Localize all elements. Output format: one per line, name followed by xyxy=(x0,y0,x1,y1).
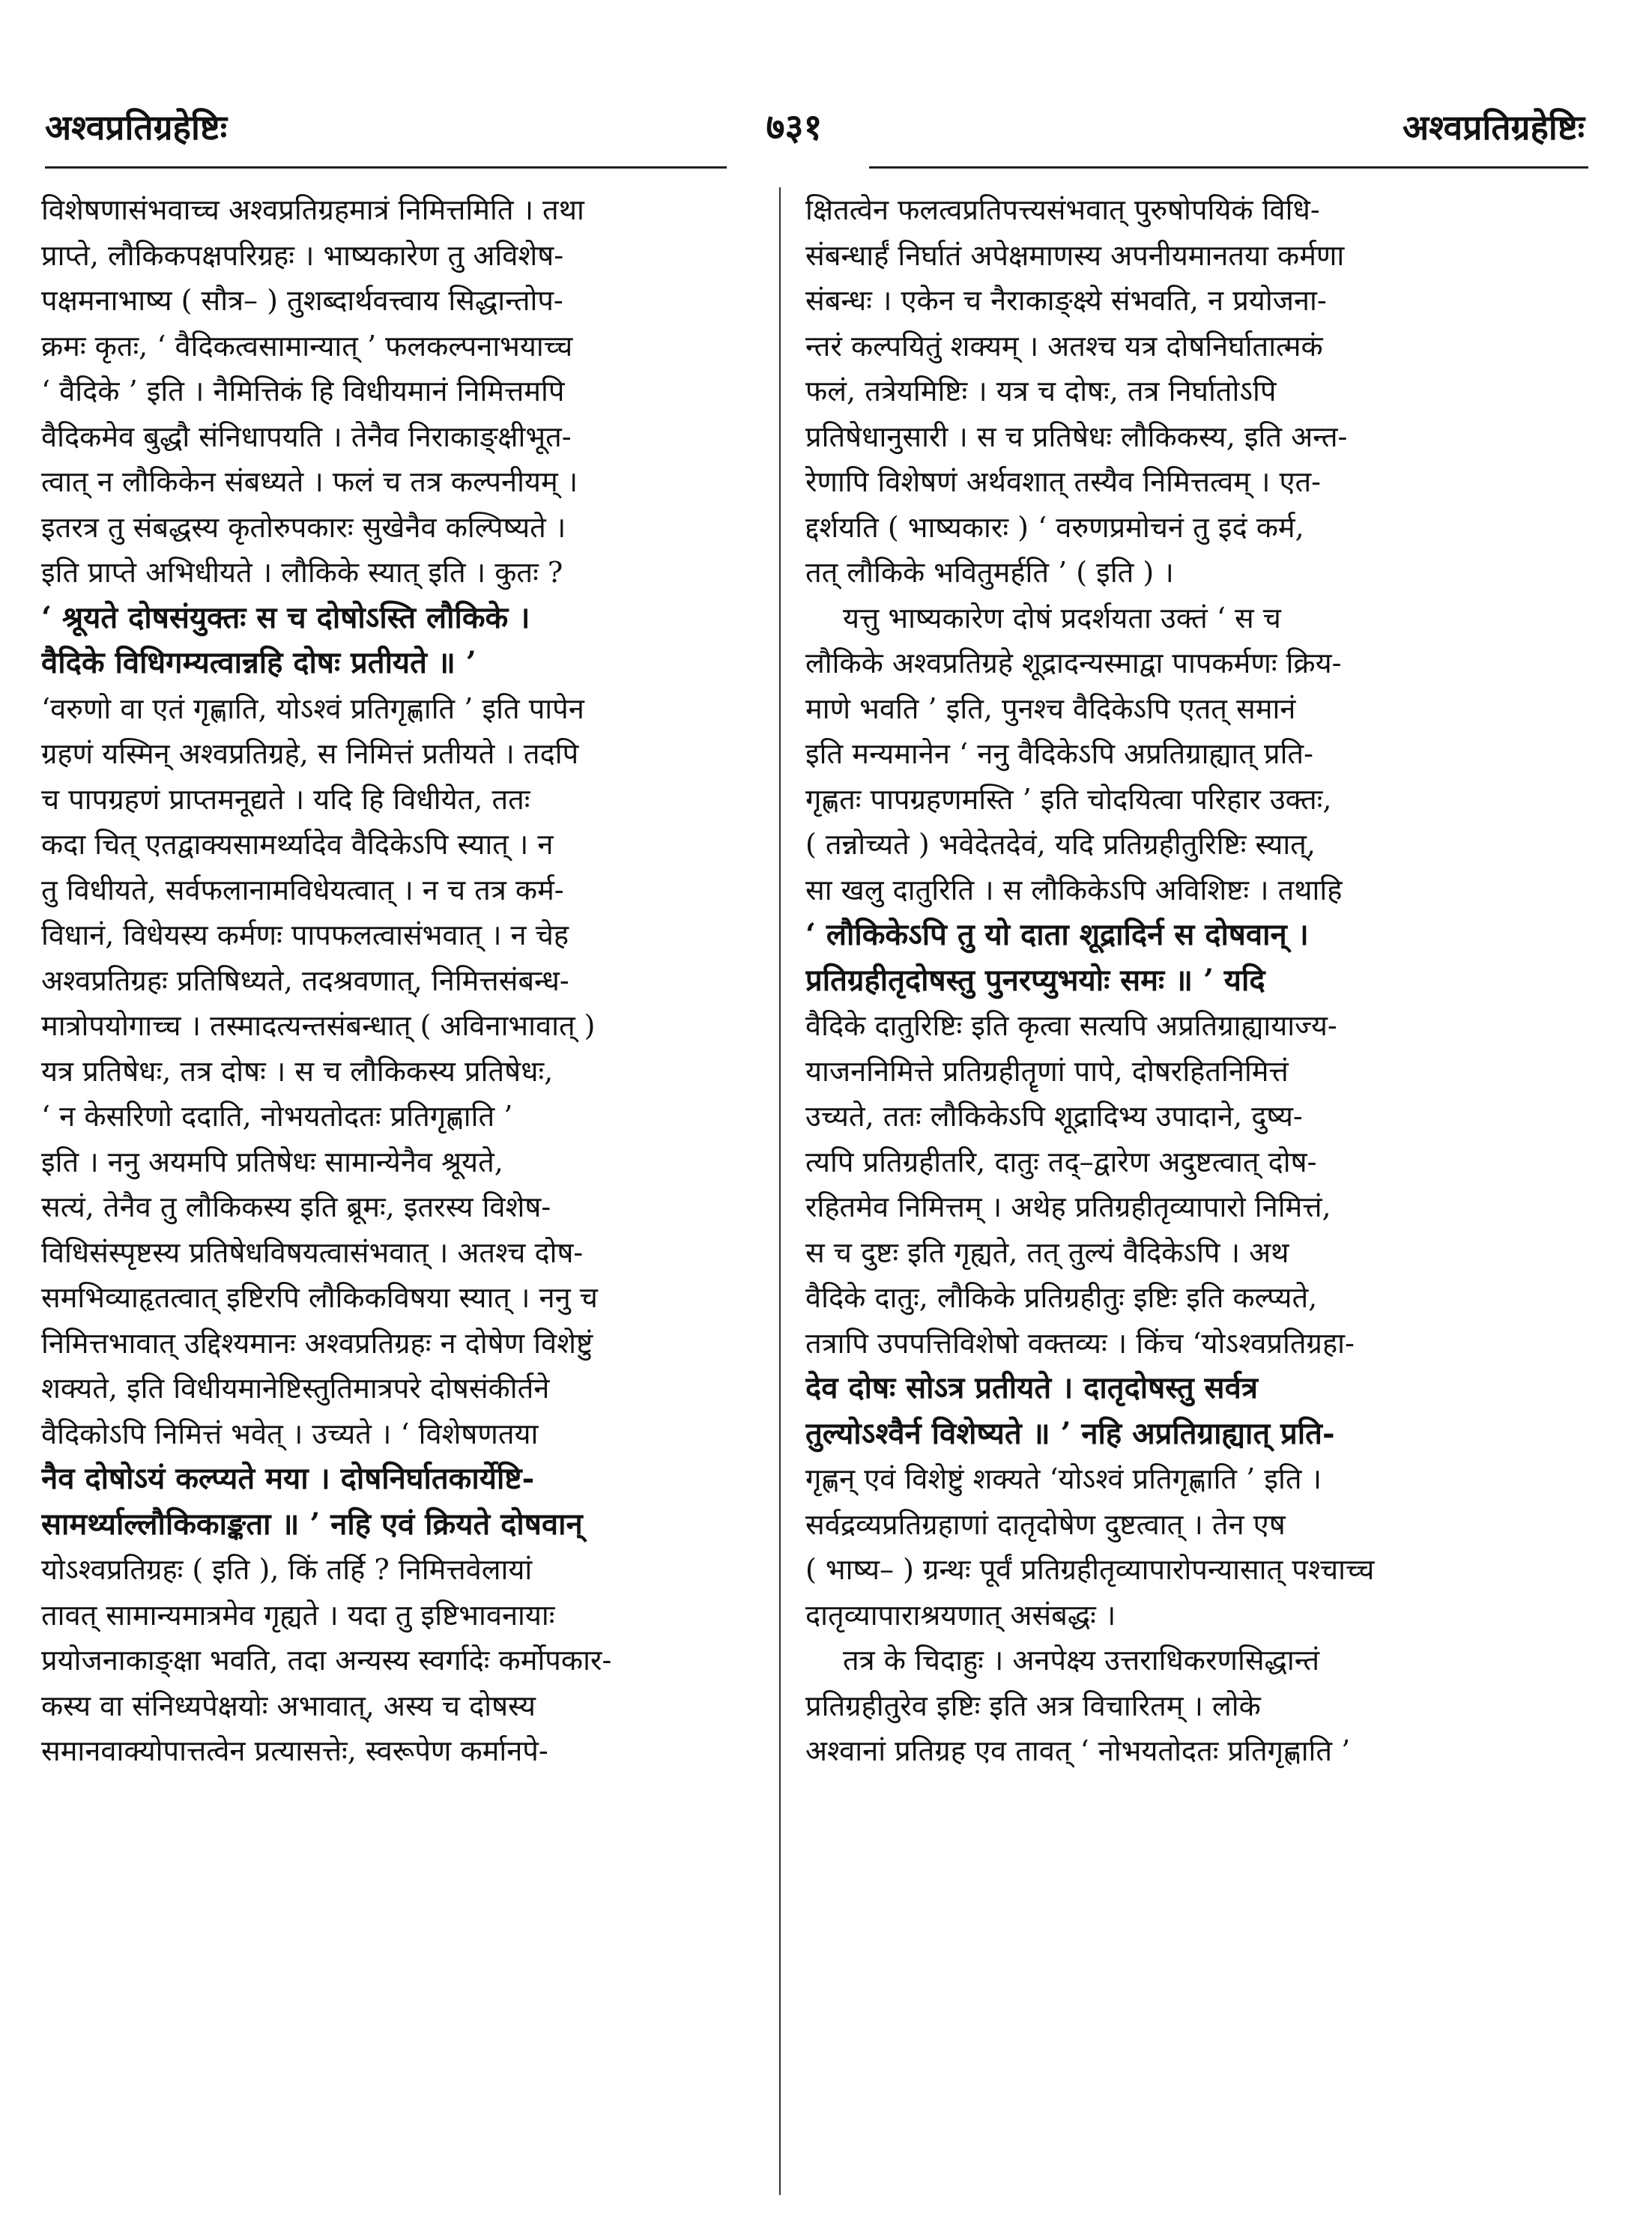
text-line: वैदिकमेव बुद्धौ संनिधापयति । तेनैव निराकाङ्क्षीभूत- xyxy=(41,420,572,453)
right-text-column xyxy=(805,187,1577,1774)
text-line: सर्वद्रव्यप्रतिग्रहाणां दातृदोषेण दुष्टत्वात् । तेन एष xyxy=(805,1507,1286,1541)
text-line: अश्वानां प्रतिग्रह एव तावत् ‘ नोभयतोदतः प्रतिगृह्णाति ’ xyxy=(805,1734,1351,1767)
text-line: समानवाक्योपात्तत्वेन प्रत्यासत्तेः, स्वरूपेण कर्मानपे- xyxy=(41,1734,548,1767)
text-line: यत्र प्रतिषेधः, तत्र दोषः । स च लौकिकस्य प्रतिषेधः, xyxy=(41,1054,554,1088)
text-line: प्रतिषेधानुसारी । स च प्रतिषेधः लौकिकस्य, इति अन्त- xyxy=(805,420,1348,453)
text-line: सत्यं, तेनैव तु लौकिकस्य इति ब्रूमः, इतरस्य विशेष- xyxy=(41,1190,551,1223)
text-line: ‘ न केसरिणो ददाति, नोभयतोदतः प्रतिगृह्णाति ’ xyxy=(41,1100,513,1133)
text-line: न्तरं कल्पयितुं शक्यम् । अतश्च यत्र दोषनिर्घातात्मकं xyxy=(805,329,1323,363)
text-line: प्रतिग्रहीतुरेव इष्टिः इति अत्र विचारितम् । लोके xyxy=(805,1689,1261,1722)
text-line: तु विधीयते, सर्वफलानामविधेयत्वात् । न च तत्र कर्म- xyxy=(41,873,564,906)
text-line: क्षितत्वेन फलत्वप्रतिपत्त्यसंभवात् पुरुषोपयिकं विधि- xyxy=(805,193,1320,226)
text-line: ( तन्नोच्यते ) भवेदेतदेवं, यदि प्रतिग्रहीतुरिष्टिः स्यात्, xyxy=(805,828,1316,861)
text-line: वैदिकोऽपि निमित्तं भवेत् । उच्यते । ‘ विशेषणतया xyxy=(41,1417,539,1450)
text-line: क्रमः कृतः, ‘ वैदिकत्वसामान्यात् ’ फलकल्पनाभयाच्च xyxy=(41,329,573,363)
text-line: त्यपि प्रतिग्रहीतरि, दातुः तद्–द्वारेण अदुष्टत्वात् दोष- xyxy=(805,1145,1317,1178)
text-line: योऽश्वप्रतिग्रहः ( इति ), किं तर्हि ? निमित्तवेलायां xyxy=(41,1553,533,1586)
text-line: स च दुष्टः इति गृह्यते, तत् तुल्यं वैदिकेऽपि । अथ xyxy=(805,1235,1289,1269)
text-line: गृह्णतः पापग्रहणमस्ति ’ इति चोदयित्वा परिहार उक्तः, xyxy=(805,782,1332,816)
column-divider xyxy=(779,187,781,2195)
text-line: रहितमेव निमित्तम् । अथेह प्रतिग्रहीतृव्यापारो निमित्तं, xyxy=(805,1190,1331,1223)
text-line: ‘वरुणो वा एतं गृह्णाति, योऽश्वं प्रतिगृह्णाति ’ इति पापेन xyxy=(41,691,584,725)
text-line: विशेषणासंभवाच्च अश्वप्रतिग्रहमात्रं निमित्तमिति । तथा xyxy=(41,193,584,226)
text-line: इति मन्यमानेन ‘ ननु वैदिकेऽपि अप्रतिग्राह्यात् प्रति- xyxy=(805,737,1313,770)
text-line: ग्रहणं यस्मिन् अश्वप्रतिग्रहे, स निमित्तं प्रतीयते । तदपि xyxy=(41,737,579,770)
text-line: याजननिमित्ते प्रतिग्रहीतॄणां पापे, दोषरहितनिमित्तं xyxy=(805,1054,1289,1088)
text-line: कदा चित् एतद्वाक्यसामर्थ्यादेव वैदिकेऽपि स्यात् । न xyxy=(41,828,554,861)
text-line: मात्रोपयोगाच्च । तस्मादत्यन्तसंबन्धात् ( अविनाभावात् ) xyxy=(41,1009,596,1042)
page-number: ७३१ xyxy=(766,106,823,148)
text-line: तत्रापि उपपत्तिविशेषो वक्तव्यः । किंच ‘योऽश्वप्रतिग्रहा- xyxy=(805,1326,1355,1360)
header-rule-right xyxy=(869,166,1588,169)
text-line: फलं, तत्रेयमिष्टिः । यत्र च दोषः, तत्र निर्घातोऽपि xyxy=(805,375,1277,408)
text-line: च पापग्रहणं प्राप्तमनूद्यते । यदि हि विधीयेत, ततः xyxy=(41,782,530,816)
text-line: इति प्राप्ते अभिधीयते । लौकिके स्यात् इति । कुतः ? xyxy=(41,556,563,589)
text-line: नैव दोषोऽयं कल्प्यते मया । दोषनिर्घातकार्येष्टि- xyxy=(41,1461,535,1496)
text-line: वैदिके दातुरिष्टिः इति कृत्वा सत्यपि अप्रतिग्राह्यायाज्य- xyxy=(805,1009,1337,1042)
text-line: कस्य वा संनिध्यपेक्षयोः अभावात्, अस्य च दोषस्य xyxy=(41,1689,536,1722)
text-line: ‘ लौकिकेऽपि तु यो दाता शूद्रादिर्न स दोषवान् । xyxy=(805,917,1309,952)
text-line: देव दोषः सोऽत्र प्रतीयते । दातृदोषस्तु सर्वत्र xyxy=(805,1370,1258,1405)
text-line: माणे भवति ’ इति, पुनश्च वैदिकेऽपि एतत् समानं xyxy=(805,691,1296,725)
header-rule-left xyxy=(45,166,727,169)
text-line: तत्र के चिदाहुः । अनपेक्ष्य उत्तराधिकरणसिद्धान्तं xyxy=(843,1644,1320,1677)
text-line: निमित्तभावात् उद्दिश्यमानः अश्वप्रतिग्रहः न दोषेण विशेष्टुं xyxy=(41,1326,593,1360)
running-head-left: अश्वप्रतिग्रहेष्टिः xyxy=(45,107,228,148)
text-line: वैदिके दातुः, लौकिके प्रतिग्रहीतुः इष्टिः इति कल्प्यते, xyxy=(805,1281,1318,1314)
text-line: ‘ श्रूयते दोषसंयुक्तः स च दोषोऽस्ति लौकिके । xyxy=(41,599,530,635)
text-line: यत्तु भाष्यकारेण दोषं प्रदर्शयता उक्तं ‘ स च xyxy=(843,601,1281,635)
running-head-right: अश्वप्रतिग्रहेष्टिः xyxy=(1402,107,1585,148)
text-line: सा खलु दातुरिति । स लौकिकेऽपि अविशिष्टः । तथाहि xyxy=(805,873,1343,906)
text-line: वैदिके विधिगम्यत्वान्नहि दोषः प्रतीयते ॥ ’ xyxy=(41,645,476,680)
text-line: संबन्धः । एकेन च नैराकाङ्क्ष्ये संभवति, न प्रयोजना- xyxy=(805,284,1327,317)
text-line: रेणापि विशेषणं अर्थवशात् तस्यैव निमित्तत्वम् । एत- xyxy=(805,465,1321,498)
text-line: तावत् सामान्यमात्रमेव गृह्यते । यदा तु इष्टिभावनायाः xyxy=(41,1598,555,1632)
text-line: उच्यते, ततः लौकिकेऽपि शूद्रादिभ्य उपादाने, दुष्य- xyxy=(805,1100,1303,1133)
text-line: लौकिके अश्वप्रतिग्रहे शूद्रादन्यस्माद्वा पापकर्मणः क्रिय- xyxy=(805,647,1342,679)
text-line: शक्यते, इति विधीयमानेष्टिस्तुतिमात्रपरे दोषसंकीर्तने xyxy=(41,1372,550,1405)
left-text-column xyxy=(41,187,775,1774)
text-line: तत् लौकिके भवितुमर्हति ’ ( इति ) । xyxy=(805,556,1174,589)
text-line: प्रयोजनाकाङ्क्षा भवति, तदा अन्यस्य स्वर्गादेः कर्मोपकार- xyxy=(41,1644,612,1677)
text-line: संबन्धार्हं निर्घातं अपेक्षमाणस्य अपनीयमानतया कर्मणा xyxy=(805,238,1345,272)
text-line: तुल्योऽश्वैर्न विशेष्यते ॥ ’ नहि अप्रतिग्राह्यात् प्रति- xyxy=(805,1415,1335,1451)
text-line: ( भाष्य– ) ग्रन्थः पूर्वं प्रतिग्रहीतृव्यापारोपन्यासात् पश्चाच्च xyxy=(805,1553,1375,1586)
text-line: अश्वप्रतिग्रहः प्रतिषिध्यते, तदश्रवणात्, निमित्तसंबन्ध- xyxy=(41,963,569,997)
text-line: गृह्णन् एवं विशेष्टुं शक्यते ‘योऽश्वं प्रतिगृह्णाति ’ इति । xyxy=(805,1462,1322,1495)
text-line: ‘ वैदिके ’ इति । नैमित्तिकं हि विधीयमानं निमित्तमपि xyxy=(41,375,565,408)
text-line: समभिव्याहृतत्वात् इष्टिरपि लौकिकविषया स्यात् । ननु च xyxy=(41,1281,598,1314)
text-line: पक्षमनाभाष्य ( सौत्र– ) तुशब्दार्थवत्त्वाय सिद्धान्तोप- xyxy=(41,284,563,317)
text-line: विधिसंस्पृष्टस्य प्रतिषेधविषयत्वासंभवात् । अतश्च दोष- xyxy=(41,1235,584,1269)
text-line: त्वात् न लौकिकेन संबध्यते । फलं च तत्र कल्पनीयम् । xyxy=(41,465,578,498)
text-line: इतरत्र तु संबद्धस्य कृतोरुपकारः सुखेनैव कल्पिष्यते । xyxy=(41,510,566,544)
text-line: इति । ननु अयमपि प्रतिषेधः सामान्येनैव श्रूयते, xyxy=(41,1145,503,1178)
text-line: द्दर्शयति ( भाष्यकारः ) ‘ वरुणप्रमोचनं तु इदं कर्म, xyxy=(805,510,1304,544)
text-line: विधानं, विधेयस्य कर्मणः पापफलत्वासंभवात् । न चेह xyxy=(41,918,569,951)
text-line: दातृव्यापाराश्रयणात् असंबद्धः । xyxy=(805,1598,1116,1632)
text-line: प्रतिग्रहीतृदोषस्तु पुनरप्युभयोः समः ॥ ’ यदि xyxy=(805,962,1265,998)
text-line: सामर्थ्याल्लौकिकाङ्कता ॥ ’ नहि एवं क्रियते दोषवान् xyxy=(41,1506,583,1542)
text-line: प्राप्ते, लौकिकपक्षपरिग्रहः । भाष्यकारेण तु अविशेष- xyxy=(41,238,564,272)
